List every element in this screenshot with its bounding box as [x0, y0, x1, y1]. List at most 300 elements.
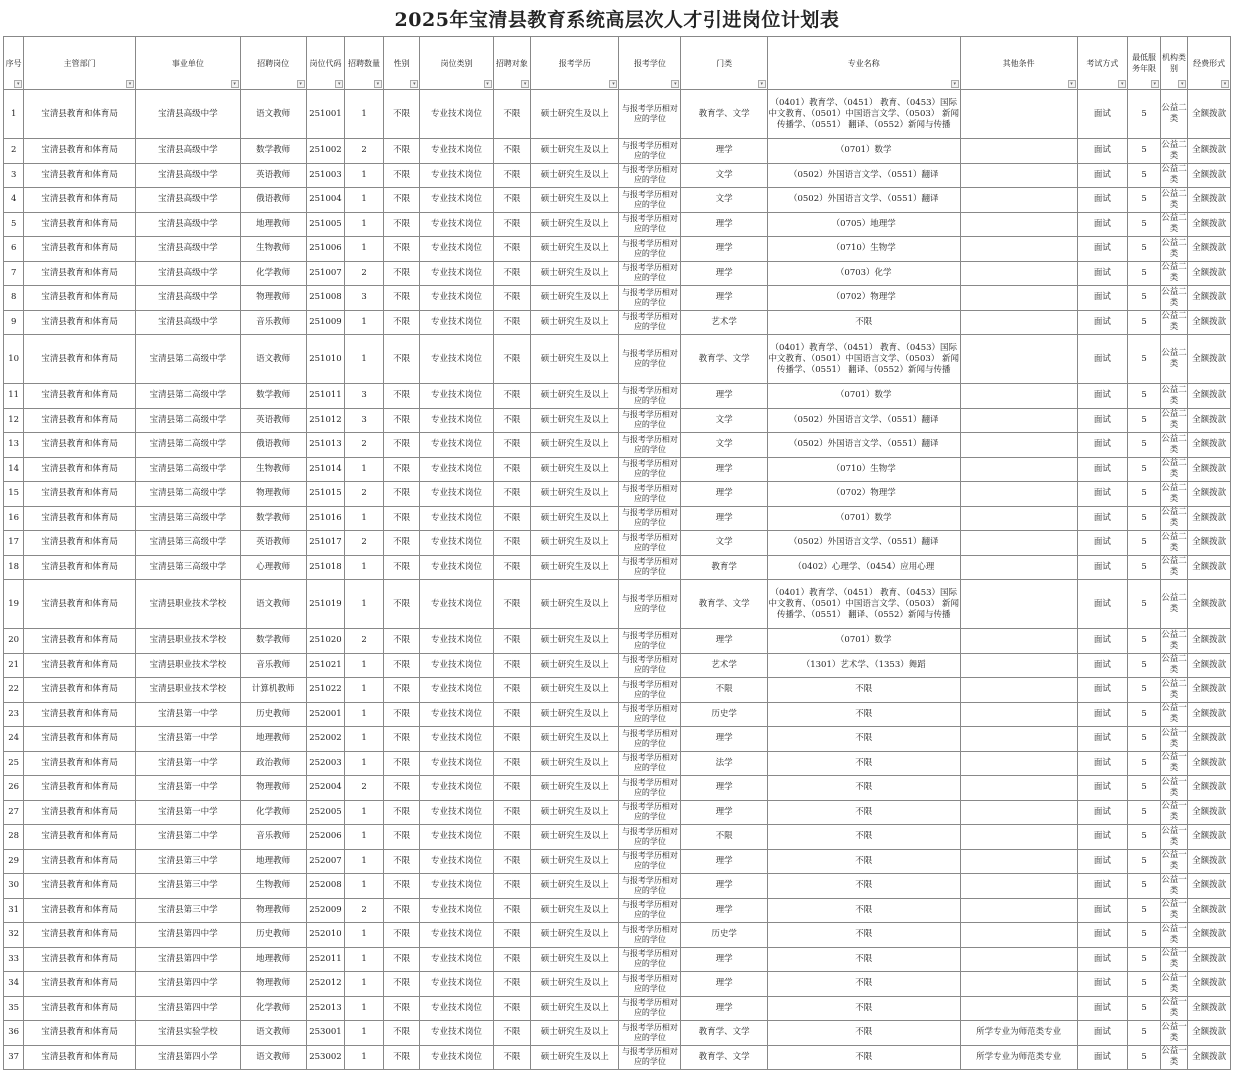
table-cell: 专业技术岗位 — [420, 555, 493, 580]
table-cell: 不限 — [493, 212, 531, 237]
table-cell: 全额拨款 — [1188, 580, 1231, 629]
table-cell: 硕士研究生及以上 — [531, 947, 619, 972]
table-cell: 公益二类 — [1160, 555, 1187, 580]
filter-dropdown-icon[interactable]: ▾ — [484, 80, 492, 88]
table-row — [4, 825, 1231, 850]
table-cell: 不限 — [383, 237, 420, 262]
table-cell: 理学 — [681, 482, 767, 507]
table-cell: 法学 — [681, 751, 767, 776]
table-cell: 语文教师 — [240, 580, 306, 629]
table-cell: 全额拨款 — [1188, 139, 1231, 164]
table-cell: 硕士研究生及以上 — [531, 702, 619, 727]
table-cell: 硕士研究生及以上 — [531, 506, 619, 531]
table-cell: 251018 — [306, 555, 345, 580]
table-row — [4, 898, 1231, 923]
table-cell: 公益一类 — [1160, 874, 1187, 899]
filter-dropdown-icon[interactable]: ▾ — [609, 80, 617, 88]
table-cell: 1 — [345, 678, 384, 703]
column-header-label: 招聘对象 — [495, 58, 528, 68]
table-cell: 5 — [1128, 653, 1161, 678]
table-cell: 不限 — [493, 163, 531, 188]
table-cell: 硕士研究生及以上 — [531, 727, 619, 752]
table-cell: 专业技术岗位 — [420, 433, 493, 458]
table-cell: 1 — [345, 923, 384, 948]
table-cell: 全额拨款 — [1188, 629, 1231, 654]
table-cell: 不限 — [383, 457, 420, 482]
table-cell: 251001 — [306, 90, 345, 139]
table-cell: 公益一类 — [1160, 898, 1187, 923]
table-cell: 251010 — [306, 335, 345, 384]
table-cell: 不限 — [383, 874, 420, 899]
table-cell: 1 — [345, 90, 384, 139]
table-cell: 与报考学历相对应的学位 — [619, 506, 681, 531]
table-cell: 公益二类 — [1160, 335, 1187, 384]
table-cell: 5 — [1128, 506, 1161, 531]
table-cell: 不限 — [383, 139, 420, 164]
table-cell: 教育学、文学 — [681, 90, 767, 139]
table-cell: 宝清县第一中学 — [136, 727, 241, 752]
table-cell: 不限 — [383, 629, 420, 654]
table-cell: 29 — [4, 849, 24, 874]
table-cell: 不限 — [493, 384, 531, 409]
table-cell: 理学 — [681, 629, 767, 654]
table-cell: 不限 — [493, 776, 531, 801]
table-cell: 宝清县教育和体育局 — [24, 90, 136, 139]
table-cell: 13 — [4, 433, 24, 458]
table-cell: 宝清县高级中学 — [136, 261, 241, 286]
table-cell: 宝清县教育和体育局 — [24, 433, 136, 458]
table-cell: 与报考学历相对应的学位 — [619, 1045, 681, 1070]
filter-dropdown-icon[interactable]: ▾ — [1151, 80, 1159, 88]
table-cell: 面试 — [1077, 139, 1128, 164]
table-cell: 1 — [345, 335, 384, 384]
table-cell: 生物教师 — [240, 237, 306, 262]
table-cell: 1 — [345, 506, 384, 531]
table-cell: 253002 — [306, 1045, 345, 1070]
table-cell — [960, 751, 1077, 776]
table-cell: 5 — [1128, 482, 1161, 507]
table-cell: 5 — [1128, 874, 1161, 899]
table-cell: 不限 — [767, 751, 960, 776]
filter-dropdown-icon[interactable]: ▾ — [126, 80, 134, 88]
table-cell: 公益二类 — [1160, 310, 1187, 335]
table-cell: 宝清县第二高级中学 — [136, 384, 241, 409]
table-cell: 1 — [345, 800, 384, 825]
table-cell: 宝清县教育和体育局 — [24, 237, 136, 262]
table-cell: 面试 — [1077, 457, 1128, 482]
filter-dropdown-icon[interactable]: ▾ — [335, 80, 343, 88]
table-cell: 化学教师 — [240, 996, 306, 1021]
table-cell: 宝清县教育和体育局 — [24, 555, 136, 580]
table-cell: 面试 — [1077, 629, 1128, 654]
table-cell: 专业技术岗位 — [420, 1045, 493, 1070]
table-cell: 与报考学历相对应的学位 — [619, 408, 681, 433]
table-cell: 与报考学历相对应的学位 — [619, 874, 681, 899]
table-cell: 与报考学历相对应的学位 — [619, 923, 681, 948]
table-cell: 生物教师 — [240, 457, 306, 482]
table-cell: 专业技术岗位 — [420, 849, 493, 874]
table-cell: 面试 — [1077, 580, 1128, 629]
table-cell: 1 — [345, 874, 384, 899]
table-cell: 2 — [345, 261, 384, 286]
table-cell: 面试 — [1077, 751, 1128, 776]
table-cell: 公益二类 — [1160, 678, 1187, 703]
filter-dropdown-icon[interactable]: ▾ — [1118, 80, 1126, 88]
table-cell — [960, 433, 1077, 458]
table-cell: 不限 — [493, 849, 531, 874]
table-cell: 不限 — [493, 506, 531, 531]
filter-dropdown-icon[interactable]: ▾ — [1178, 80, 1186, 88]
table-cell: 宝清县第四中学 — [136, 947, 241, 972]
table-cell: 地理教师 — [240, 849, 306, 874]
table-row — [4, 555, 1231, 580]
table-cell: 公益一类 — [1160, 849, 1187, 874]
table-row — [4, 996, 1231, 1021]
table-cell: 语文教师 — [240, 90, 306, 139]
table-cell: 5 — [1128, 996, 1161, 1021]
table-cell: 面试 — [1077, 1045, 1128, 1070]
table-cell: 公益一类 — [1160, 923, 1187, 948]
table-cell: 公益一类 — [1160, 996, 1187, 1021]
table-row — [4, 139, 1231, 164]
table-cell: 艺术学 — [681, 653, 767, 678]
table-cell: 公益一类 — [1160, 800, 1187, 825]
table-cell: 宝清县第一中学 — [136, 776, 241, 801]
table-cell: 硕士研究生及以上 — [531, 923, 619, 948]
filter-dropdown-icon[interactable]: ▾ — [1068, 80, 1076, 88]
table-cell: 全额拨款 — [1188, 1021, 1231, 1046]
table-cell: 宝清县实验学校 — [136, 1021, 241, 1046]
table-cell: 251022 — [306, 678, 345, 703]
filter-dropdown-icon[interactable]: ▾ — [521, 80, 529, 88]
table-cell — [960, 629, 1077, 654]
table-cell: 公益一类 — [1160, 776, 1187, 801]
table-cell — [960, 555, 1077, 580]
table-cell: 11 — [4, 384, 24, 409]
column-header-label: 专业名称 — [847, 58, 880, 68]
table-cell: 5 — [4, 212, 24, 237]
table-cell: 宝清县教育和体育局 — [24, 702, 136, 727]
filter-dropdown-icon[interactable]: ▾ — [951, 80, 959, 88]
table-cell: 与报考学历相对应的学位 — [619, 629, 681, 654]
table-cell: 不限 — [493, 1045, 531, 1070]
table-cell: 硕士研究生及以上 — [531, 972, 619, 997]
column-header-label: 主管部门 — [63, 58, 96, 68]
table-cell: 与报考学历相对应的学位 — [619, 384, 681, 409]
table-cell: 251007 — [306, 261, 345, 286]
table-cell: 教育学、文学 — [681, 580, 767, 629]
table-cell: （1301）艺术学、（1353）舞蹈 — [767, 653, 960, 678]
table-cell: 硕士研究生及以上 — [531, 1045, 619, 1070]
table-cell: 全额拨款 — [1188, 800, 1231, 825]
table-cell: 数学教师 — [240, 629, 306, 654]
table-row — [4, 972, 1231, 997]
table-cell: 251005 — [306, 212, 345, 237]
table-cell: 全额拨款 — [1188, 90, 1231, 139]
table-cell: 计算机教师 — [240, 678, 306, 703]
table-cell: 面试 — [1077, 972, 1128, 997]
table-cell: 与报考学历相对应的学位 — [619, 261, 681, 286]
table-row — [4, 261, 1231, 286]
table-cell: 面试 — [1077, 996, 1128, 1021]
table-cell: 不限 — [767, 727, 960, 752]
table-cell: 全额拨款 — [1188, 286, 1231, 311]
table-cell: 251015 — [306, 482, 345, 507]
table-cell: 不限 — [493, 555, 531, 580]
table-cell: 不限 — [383, 261, 420, 286]
table-cell: 5 — [1128, 261, 1161, 286]
filter-dropdown-icon[interactable]: ▾ — [758, 80, 766, 88]
table-cell: 宝清县教育和体育局 — [24, 898, 136, 923]
table-cell: 宝清县教育和体育局 — [24, 947, 136, 972]
table-cell: 面试 — [1077, 163, 1128, 188]
table-cell: 宝清县教育和体育局 — [24, 482, 136, 507]
table-cell: 不限 — [493, 898, 531, 923]
column-header — [4, 37, 24, 90]
table-cell: 与报考学历相对应的学位 — [619, 531, 681, 556]
table-cell: 硕士研究生及以上 — [531, 384, 619, 409]
table-cell: 宝清县职业技术学校 — [136, 580, 241, 629]
table-cell: 251011 — [306, 384, 345, 409]
table-cell: 英语教师 — [240, 531, 306, 556]
table-cell: 全额拨款 — [1188, 947, 1231, 972]
column-header — [24, 37, 136, 90]
table-row — [4, 457, 1231, 482]
filter-dropdown-icon[interactable]: ▾ — [231, 80, 239, 88]
table-cell: 专业技术岗位 — [420, 702, 493, 727]
table-cell: 宝清县职业技术学校 — [136, 678, 241, 703]
table-cell: 宝清县教育和体育局 — [24, 800, 136, 825]
table-cell: （0502）外国语言文学、（0551）翻译 — [767, 433, 960, 458]
table-cell: 与报考学历相对应的学位 — [619, 139, 681, 164]
table-cell: （0710）生物学 — [767, 237, 960, 262]
table-cell: 理学 — [681, 972, 767, 997]
table-cell: 宝清县教育和体育局 — [24, 506, 136, 531]
table-cell: 5 — [1128, 849, 1161, 874]
table-cell: 与报考学历相对应的学位 — [619, 751, 681, 776]
table-cell: 不限 — [383, 972, 420, 997]
table-cell: 文学 — [681, 408, 767, 433]
table-cell: 面试 — [1077, 237, 1128, 262]
column-header-label: 性别 — [393, 58, 410, 68]
table-cell: 8 — [4, 286, 24, 311]
table-cell: 不限 — [767, 800, 960, 825]
table-cell: 不限 — [493, 825, 531, 850]
table-cell: 专业技术岗位 — [420, 384, 493, 409]
table-cell: 硕士研究生及以上 — [531, 310, 619, 335]
table-cell: 1 — [4, 90, 24, 139]
table-row — [4, 629, 1231, 654]
table-cell: 1 — [345, 996, 384, 1021]
table-cell: 与报考学历相对应的学位 — [619, 702, 681, 727]
table-cell: 252013 — [306, 996, 345, 1021]
table-cell: 5 — [1128, 972, 1161, 997]
table-row — [4, 751, 1231, 776]
table-cell: 7 — [4, 261, 24, 286]
table-cell: 不限 — [383, 555, 420, 580]
table-cell: 与报考学历相对应的学位 — [619, 433, 681, 458]
table-cell: 专业技术岗位 — [420, 482, 493, 507]
table-cell: 5 — [1128, 1045, 1161, 1070]
table-cell: 物理教师 — [240, 482, 306, 507]
table-cell: 不限 — [493, 457, 531, 482]
table-cell: 硕士研究生及以上 — [531, 996, 619, 1021]
filter-dropdown-icon[interactable]: ▾ — [297, 80, 305, 88]
table-cell: 宝清县教育和体育局 — [24, 457, 136, 482]
column-header — [383, 37, 420, 90]
table-cell: 面试 — [1077, 261, 1128, 286]
filter-dropdown-icon[interactable]: ▾ — [410, 80, 418, 88]
table-cell: 不限 — [493, 923, 531, 948]
table-cell: 1 — [345, 947, 384, 972]
table-cell: 全额拨款 — [1188, 1045, 1231, 1070]
table-cell: 语文教师 — [240, 1021, 306, 1046]
table-cell: 全额拨款 — [1188, 188, 1231, 213]
table-cell: 公益二类 — [1160, 506, 1187, 531]
table-cell: 心理教师 — [240, 555, 306, 580]
table-cell: 5 — [1128, 163, 1161, 188]
table-cell: 不限 — [383, 800, 420, 825]
table-cell: 与报考学历相对应的学位 — [619, 678, 681, 703]
table-cell: 不限 — [383, 727, 420, 752]
table-row — [4, 433, 1231, 458]
table-cell: 公益一类 — [1160, 947, 1187, 972]
table-cell: （0502）外国语言文学、（0551）翻译 — [767, 163, 960, 188]
table-cell: 与报考学历相对应的学位 — [619, 1021, 681, 1046]
table-cell: 252007 — [306, 849, 345, 874]
table-cell: 5 — [1128, 629, 1161, 654]
table-cell: 与报考学历相对应的学位 — [619, 898, 681, 923]
table-cell: 面试 — [1077, 1021, 1128, 1046]
table-cell: 硕士研究生及以上 — [531, 580, 619, 629]
table-cell: 历史学 — [681, 923, 767, 948]
table-cell: 宝清县教育和体育局 — [24, 163, 136, 188]
table-cell: 不限 — [493, 531, 531, 556]
table-cell: 专业技术岗位 — [420, 898, 493, 923]
table-cell: 宝清县教育和体育局 — [24, 996, 136, 1021]
table-row — [4, 335, 1231, 384]
table-cell: 公益一类 — [1160, 1021, 1187, 1046]
table-row — [4, 702, 1231, 727]
table-cell — [960, 678, 1077, 703]
table-cell: 面试 — [1077, 188, 1128, 213]
table-cell: 10 — [4, 335, 24, 384]
table-cell: 宝清县教育和体育局 — [24, 1021, 136, 1046]
table-cell: 理学 — [681, 457, 767, 482]
table-cell — [960, 286, 1077, 311]
table-cell: 与报考学历相对应的学位 — [619, 188, 681, 213]
table-cell: 专业技术岗位 — [420, 90, 493, 139]
table-cell — [960, 188, 1077, 213]
table-cell: 5 — [1128, 408, 1161, 433]
filter-dropdown-icon[interactable]: ▾ — [374, 80, 382, 88]
table-cell: 面试 — [1077, 874, 1128, 899]
table-cell: 不限 — [767, 898, 960, 923]
table-cell: 硕士研究生及以上 — [531, 653, 619, 678]
table-cell: 18 — [4, 555, 24, 580]
table-cell: 理学 — [681, 947, 767, 972]
table-cell: 5 — [1128, 727, 1161, 752]
table-cell: 5 — [1128, 702, 1161, 727]
table-cell: 1 — [345, 849, 384, 874]
table-cell: 面试 — [1077, 531, 1128, 556]
table-cell: 全额拨款 — [1188, 898, 1231, 923]
table-cell: 5 — [1128, 898, 1161, 923]
table-cell — [960, 727, 1077, 752]
table-cell: 全额拨款 — [1188, 212, 1231, 237]
table-cell — [960, 212, 1077, 237]
column-header — [136, 37, 241, 90]
table-cell: 不限 — [383, 653, 420, 678]
table-cell: 宝清县高级中学 — [136, 310, 241, 335]
table-cell: 语文教师 — [240, 335, 306, 384]
column-header — [306, 37, 345, 90]
table-cell: 专业技术岗位 — [420, 286, 493, 311]
table-cell: 不限 — [383, 286, 420, 311]
page-title: 2025年宝清县教育系统高层次人才引进岗位计划表 — [394, 9, 840, 31]
table-cell: 历史教师 — [240, 923, 306, 948]
table-cell: 面试 — [1077, 702, 1128, 727]
table-cell: 宝清县第四中学 — [136, 923, 241, 948]
table-cell: 不限 — [493, 629, 531, 654]
table-cell: 专业技术岗位 — [420, 800, 493, 825]
column-header — [767, 37, 960, 90]
table-cell: 与报考学历相对应的学位 — [619, 727, 681, 752]
table-cell: 宝清县教育和体育局 — [24, 923, 136, 948]
table-cell: 宝清县高级中学 — [136, 139, 241, 164]
table-cell: 5 — [1128, 580, 1161, 629]
table-cell: 宝清县高级中学 — [136, 163, 241, 188]
table-cell: 专业技术岗位 — [420, 751, 493, 776]
table-cell: 不限 — [767, 996, 960, 1021]
column-header — [1160, 37, 1187, 90]
table-cell: 不限 — [383, 1045, 420, 1070]
table-cell — [960, 261, 1077, 286]
filter-dropdown-icon[interactable]: ▾ — [1221, 80, 1229, 88]
table-cell: 全额拨款 — [1188, 727, 1231, 752]
table-cell: 公益二类 — [1160, 286, 1187, 311]
table-cell: （0401）教育学、（0451） 教育、（0453）国际中文教育、（0501）中国语言文学、（0503） 新闻传播学、（0551） 翻译、（0552）新闻与传播 — [767, 580, 960, 629]
table-cell: 252005 — [306, 800, 345, 825]
table-cell: 2 — [345, 898, 384, 923]
table-row — [4, 800, 1231, 825]
table-cell: 不限 — [767, 874, 960, 899]
table-cell: 与报考学历相对应的学位 — [619, 335, 681, 384]
table-cell: 251013 — [306, 433, 345, 458]
table-cell — [960, 139, 1077, 164]
table-cell: 面试 — [1077, 384, 1128, 409]
table-cell: 面试 — [1077, 800, 1128, 825]
table-cell: 3 — [345, 384, 384, 409]
table-cell: 3 — [345, 408, 384, 433]
filter-dropdown-icon[interactable]: ▾ — [671, 80, 679, 88]
table-cell: 公益二类 — [1160, 384, 1187, 409]
table-cell — [960, 996, 1077, 1021]
table-cell: 英语教师 — [240, 408, 306, 433]
table-cell: 4 — [4, 188, 24, 213]
table-cell: 理学 — [681, 261, 767, 286]
table-cell: 28 — [4, 825, 24, 850]
table-cell: 全额拨款 — [1188, 384, 1231, 409]
table-cell: 不限 — [383, 90, 420, 139]
table-cell: 宝清县第二高级中学 — [136, 457, 241, 482]
table-cell: 不限 — [493, 653, 531, 678]
table-cell: 5 — [1128, 555, 1161, 580]
table-cell: （0705）地理学 — [767, 212, 960, 237]
table-cell: 地理教师 — [240, 727, 306, 752]
filter-dropdown-icon[interactable]: ▾ — [14, 80, 22, 88]
table-cell: 面试 — [1077, 653, 1128, 678]
